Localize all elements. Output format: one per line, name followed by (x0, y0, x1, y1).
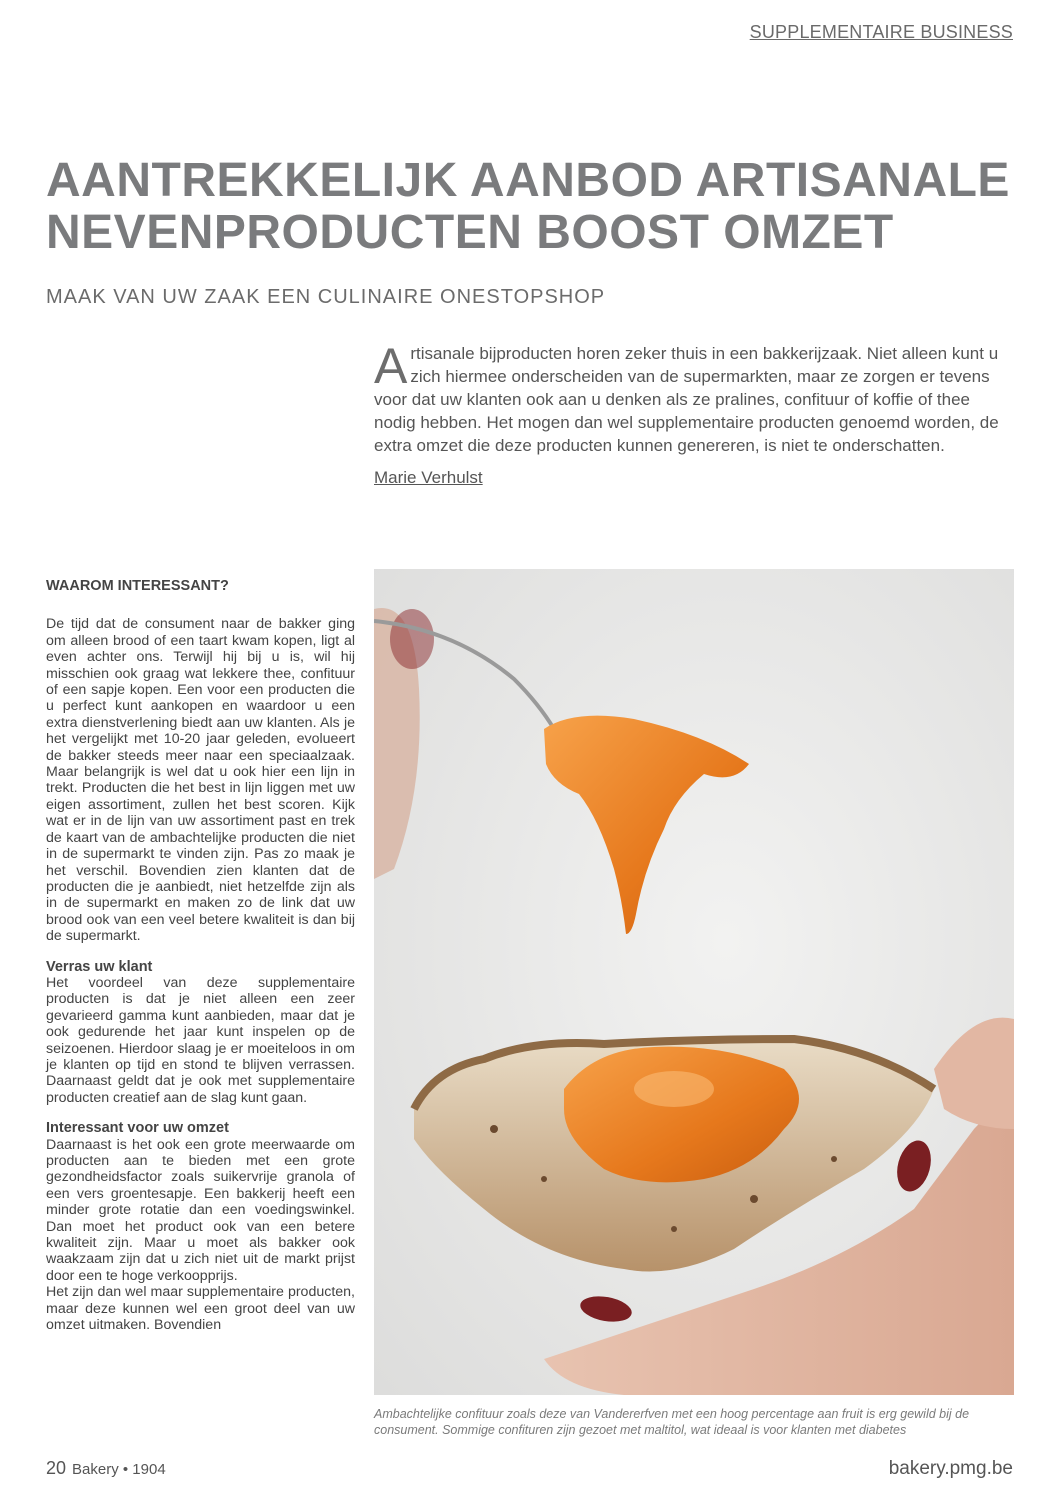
section-body-omzet: Daarnaast is het ook een grote meerwaarde om producten aan te bieden met een grote gezondheidsfactor zoals suikervrije granola of een vers groentesapje. Een bakkerij heeft een minder grote rotatie dan een voedingswinkel. Dan moet het product ook van een betere kwaliteit zijn. Maar u moet als bakker ook waakzaam zijn dat u zich niet uit de markt prijst door een te hoge verkoopprijs. (46, 1136, 355, 1284)
article-photo (374, 569, 1014, 1395)
photo-caption: Ambachtelijke confituur zoals deze van Vandererfven met een hoog percentage aan fruit is erg gewild bij de consument. Sommige confituren zijn gezoet met maltitol, wat ideaal is voor klanten met diabetes (374, 1407, 970, 1437)
article-subtitle: MAAK VAN UW ZAAK EEN CULINAIRE ONESTOPSHOP (46, 286, 606, 308)
page-number: 20 (46, 1458, 67, 1478)
article-body (46, 578, 355, 1333)
section-heading-waarom: WAAROM INTERESSANT? (46, 578, 229, 594)
intro-dropcap: A (374, 338, 408, 394)
intro-text: rtisanale bijproducten horen zeker thuis in een bakkerijzaak. Niet alleen kunt u zich hiermee onderscheiden van de supermarkten, maar ze zorgen er tevens voor dat uw klanten ook aan u denken als ze pralines, confituur of koffie of thee nodig hebben. Het mogen dan wel supplementaire producten genoemd worden, de extra omzet die deze producten kunnen genereren, is niet te onderschatten. (374, 344, 999, 455)
article-intro (374, 338, 1014, 457)
author-byline[interactable]: Marie Verhulst (374, 468, 483, 487)
section-body-omzet-continued: Het zijn dan wel maar supplementaire producten, maar deze kunnen wel een groot deel van uw omzet uitmaken. Bovendien (46, 1284, 355, 1334)
section-label: SUPPLEMENTAIRE BUSINESS (749, 22, 1013, 42)
website-link[interactable]: bakery.pmg.be (888, 1458, 1013, 1479)
page-folio (46, 1458, 166, 1479)
section-heading-omzet: Interessant voor uw omzet (46, 1120, 229, 1137)
article-title: AANTREKKELIJK AANBOD ARTISANALE NEVENPRODUCTEN BOOST OMZET (46, 154, 1010, 259)
section-body-verras: Het voordeel van deze supplementaire producten is dat je niet alleen een zeer gevarieerd gamma kunt aanbieden, maar dat je ook gedurende het jaar kunt inspelen op de seizoenen. Hierdoor slaag je er moeiteloos in om je klanten op tijd en stond te blijven verrassen. Daarnaast geldt dat je ook met supplementaire producten creatief aan de slag kunt gaan. (46, 974, 355, 1106)
jam-spoon-bread-illustration (374, 569, 1014, 1395)
publication-name: Bakery • 1904 (72, 1461, 166, 1478)
section-body-waarom: De tijd dat de consument naar de bakker ging om alleen brood of een taart kwam kopen, ligt al even achter ons. Terwijl hij bij u is, wil hij misschien ook graag wat lekkere thee, confituur of een sapje kopen. Een voor een producten die u perfect kunt aankopen en waardoor u een extra dienstverlening biedt aan uw klanten. Als je het vergelijkt met 10-20 jaar geleden, evolueert de bakker steeds meer naar een speciaalzaak. Maar belangrijk is wel dat u ook hier een lijn in trekt. Producten die het best in lijn liggen met uw eigen assortiment, zullen het best scoren. Kijk wat er in de lijn van uw assortiment past en trek de kaart van de ambachtelijke producten die niet in de supermarkt te vinden zijn. Pas zo maak je het verschil. Bovendien zien klanten dat de producten die je aanbiedt, niet hetzelfde zijn als in de supermarkt en maken zo de link dat uw brood ook van een veel betere kwaliteit is dan bij de supermarkt. (46, 616, 355, 945)
section-heading-verras: Verras uw klant (46, 958, 153, 975)
